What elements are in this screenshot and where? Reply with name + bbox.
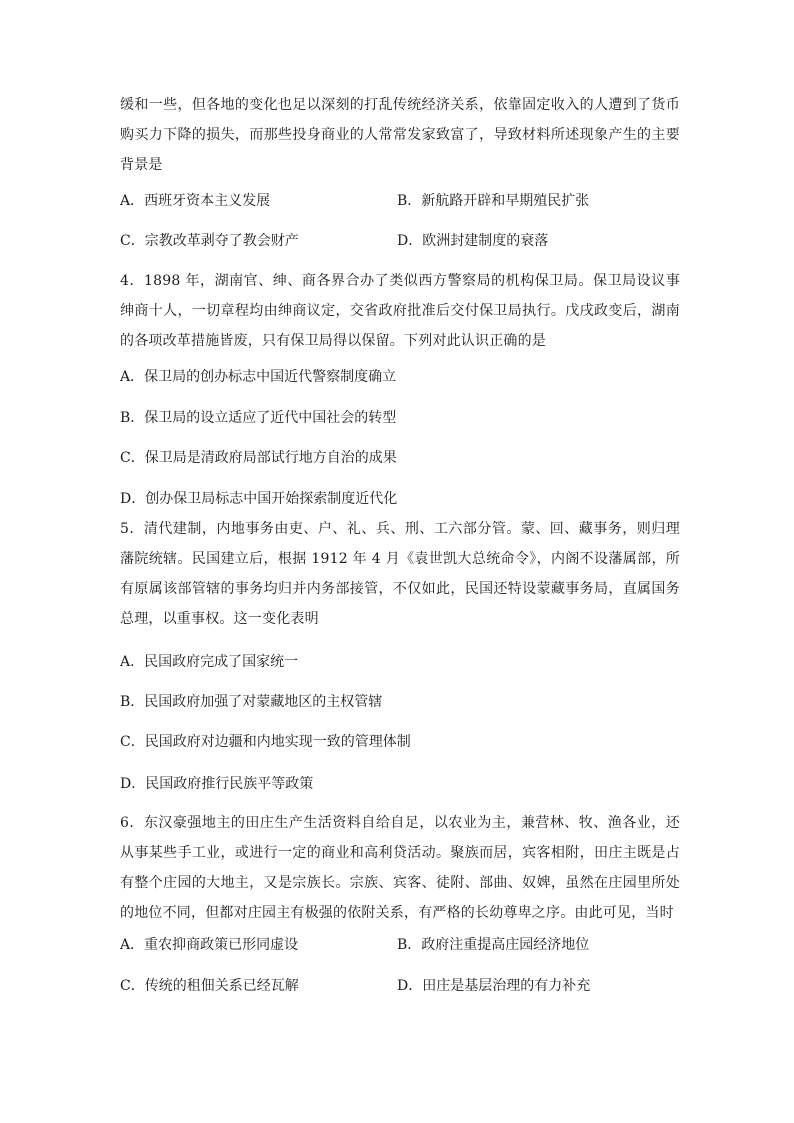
q5-stem: 5．清代建制，内地事务由吏、户、礼、兵、刑、工六部分管。蒙、回、藏事务，则归理藩院统辖。民国建立后，根据 1912 年 4 月《袁世凯大总统命令》，内阁不设藩属部，所有原属该部管辖的事务均归并内务部接管，不仅如此，民国还特设蒙藏事务局，直属国务总理，以重事权。这一变化表明 <box>120 521 680 627</box>
q6-option-c: C．传统的租佃关系已经瓦解 <box>120 978 299 994</box>
q5-option-a: A．民国政府完成了国家统一 <box>120 654 299 670</box>
q5-option-c: C．民国政府对边疆和内地实现一致的管理体制 <box>120 734 411 750</box>
q5-option-d: D．民国政府推行民族平等政策 <box>120 776 314 792</box>
q4-stem: 4．1898 年，湖南官、绅、商各界合办了类似西方警察局的机构保卫局。保卫局设议事绅商十人，一切章程均由绅商议定，交省政府批准后交付保卫局执行。戊戌政变后，湖南的各项改革措施皆废，只有保卫局得以保留。下列对此认识正确的是 <box>120 273 680 349</box>
q4-option-b: B．保卫局的设立适应了近代中国社会的转型 <box>120 410 397 426</box>
q3-option-a: A．西班牙资本主义发展 <box>120 193 271 209</box>
q3-option-b: B．新航路开辟和早期殖民扩张 <box>397 193 590 209</box>
q3-stem-continued: 缓和一些，但各地的变化也足以深刻的打乱传统经济关系，依靠固定收入的人遭到了货币购买力下降的损失，而那些投身商业的人常常发家致富了，导致材料所述现象产生的主要背景是 <box>120 97 680 173</box>
q3-option-d: D．欧洲封建制度的衰落 <box>397 233 549 249</box>
q6-option-a: A．重农抑商政策已形同虚设 <box>120 937 299 953</box>
q6-option-d: D．田庄是基层治理的有力补充 <box>397 978 591 994</box>
q3-option-c: C．宗教改革剥夺了教会财产 <box>120 233 299 249</box>
q6-stem: 6．东汉豪强地主的田庄生产生活资料自给自足，以农业为主，兼营林、牧、渔各业，还从事某些手工业，或进行一定的商业和高利贷活动。聚族而居，宾客相附，田庄主既是占有整个庄园的大地主，又是宗族长。宗族、宾客、徒附、部曲、奴婢，虽然在庄园里所处的地位不同，但都对庄园主有极强的依附关系，有严格的长幼尊卑之序。由此可见，当时 <box>120 815 680 921</box>
q4-option-c: C．保卫局是清政府局部试行地方自治的成果 <box>120 450 397 466</box>
q6-option-b: B．政府注重提高庄园经济地位 <box>397 937 590 953</box>
q4-option-a: A．保卫局的创办标志中国近代警察制度确立 <box>120 369 397 385</box>
q4-option-d: D．创办保卫局标志中国开始探索制度近代化 <box>120 491 398 507</box>
q5-option-b: B．民国政府加强了对蒙藏地区的主权管辖 <box>120 694 383 710</box>
